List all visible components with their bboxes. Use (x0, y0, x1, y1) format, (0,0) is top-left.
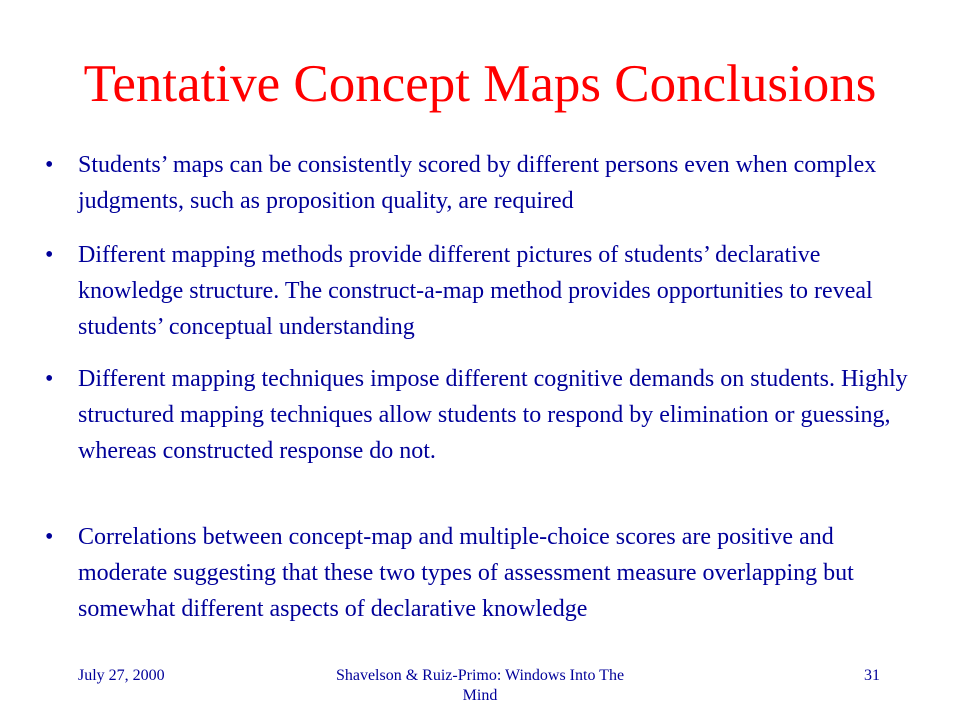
bullet-marker: • (45, 524, 54, 550)
footer-page-number: 31 (864, 667, 880, 684)
bullet-marker: • (45, 152, 54, 178)
footer-date: July 27, 2000 (78, 667, 165, 684)
bullet-marker: • (45, 242, 54, 268)
footer-source: Shavelson & Ruiz-Primo: Windows Into The Mind (335, 667, 625, 704)
bullet-text: Students’ maps can be consistently scored by different persons even when complex judgments, such as proposition quality, are required (78, 152, 877, 214)
bullet-text: Different mapping methods provide different pictures of students’ declarative knowledge structure. The construct-a-map method provides opportunities to reveal students’ conceptual understanding (78, 242, 873, 340)
bullet-text: Correlations between concept-map and multiple-choice scores are positive and moderate suggesting that these two types of assessment measure overlapping but somewhat different aspects of declarative knowledge (78, 524, 854, 622)
slide-title: Tentative Concept Maps Conclusions (83, 55, 877, 113)
bullet-text: Different mapping techniques impose different cognitive demands on students. Highly structured mapping techniques allow students to respond by elimination or guessing, whereas constructed response do not. (78, 366, 908, 464)
bullet-marker: • (45, 366, 54, 392)
